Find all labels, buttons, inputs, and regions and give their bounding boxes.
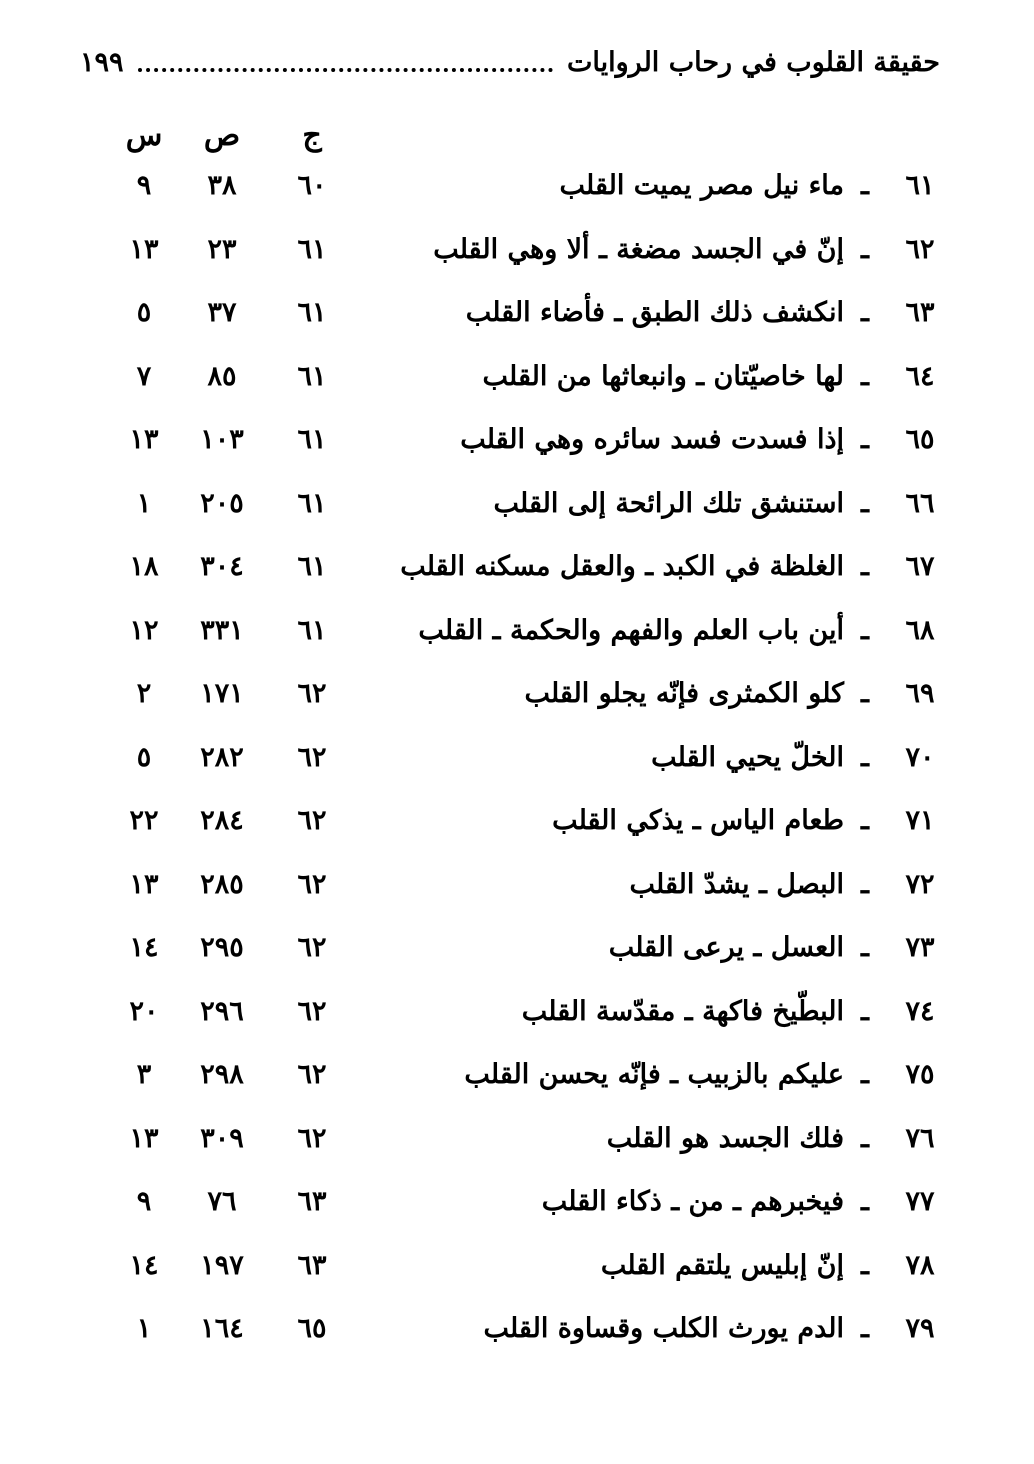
entry-text: البطّيخ فاكهة ـ مقدّسة القلب [521, 995, 844, 1027]
entry-number: ٦٣ [905, 297, 935, 328]
entry-j-value: ٦١ [297, 297, 327, 328]
entry-s-value: ٨٥ [207, 360, 237, 392]
entry-s-value: ٢٣ [207, 233, 237, 265]
entry-dash: ـ [861, 614, 869, 646]
entry-text: كلو الكمثرى فإنّه يجلو القلب [524, 678, 844, 709]
entry-j-value: ٦٢ [297, 932, 327, 963]
entry-x-value: ١ [136, 487, 152, 519]
entry-dash: ـ [861, 868, 869, 900]
entry-text: الغلظة في الكبد ـ والعقل مسكنه القلب [400, 551, 844, 582]
entry-dash: ـ [861, 360, 869, 392]
entry-text: البصل ـ يشدّ القلب [629, 868, 844, 900]
entry-number: ٦٥ [905, 424, 935, 455]
entry-j-value: ٦١ [297, 424, 327, 455]
entry-j-value: ٦١ [297, 487, 327, 519]
entry-x-value: ٩ [136, 1186, 152, 1217]
entry-number: ٧٠ [905, 741, 935, 773]
table-row [0, 1113, 1034, 1173]
entry-j-value: ٦٥ [297, 1313, 327, 1344]
entry-j-value: ٦١ [297, 614, 327, 646]
entry-number: ٧٥ [905, 1059, 935, 1090]
table-row [0, 732, 1034, 792]
dot-leader [138, 64, 553, 72]
table-row [0, 668, 1034, 728]
running-header-title: حقيقة القلوب في رحاب الروايات [566, 46, 940, 78]
entry-x-value: ١٤ [129, 932, 159, 963]
entry-dash: ـ [861, 1059, 869, 1090]
table-row [0, 414, 1034, 474]
entry-x-value: ١٣ [129, 868, 159, 900]
entry-dash: ـ [861, 995, 869, 1027]
entry-text: إذا فسدت فسد سائره وهي القلب [460, 424, 844, 455]
entry-text: إنّ في الجسد مضغة ـ ألا وهي القلب [433, 233, 844, 265]
entry-dash: ـ [861, 741, 869, 773]
entry-j-value: ٦٣ [297, 1249, 327, 1281]
entry-dash: ـ [861, 233, 869, 265]
entry-x-value: ٥ [136, 297, 152, 328]
entry-dash: ـ [861, 1186, 869, 1217]
entry-j-value: ٦٢ [297, 805, 327, 836]
entry-s-value: ٧٦ [207, 1186, 237, 1217]
entry-number: ٦٢ [905, 233, 935, 265]
table-row [0, 922, 1034, 982]
entry-number: ٦٦ [905, 487, 935, 519]
entry-text: فيخبرهم ـ من ـ ذكاء القلب [541, 1186, 844, 1217]
running-header [80, 40, 940, 84]
entry-dash: ـ [861, 678, 869, 709]
entry-s-value: ١٦٤ [200, 1313, 244, 1344]
entry-s-value: ٢٩٨ [200, 1059, 244, 1090]
entry-x-value: ١ [136, 1313, 152, 1344]
entry-number: ٧٤ [905, 995, 935, 1027]
entry-text: فلك الجسد هو القلب [606, 1122, 844, 1154]
entry-number: ٧٣ [905, 932, 935, 963]
entry-number: ٧٩ [905, 1313, 935, 1344]
entry-s-value: ١٩٧ [200, 1249, 244, 1281]
entry-text: ماء نيل مصر يميت القلب [559, 170, 844, 201]
entry-dash: ـ [861, 551, 869, 582]
entry-dash: ـ [861, 1122, 869, 1154]
entry-text: لها خاصيّتان ـ وانبعاثها من القلب [482, 360, 844, 392]
entry-text: الدم يورث الكلب وقساوة القلب [483, 1313, 844, 1344]
entry-s-value: ٢٨٥ [200, 868, 244, 900]
column-header-x: س [125, 118, 163, 153]
entry-s-value: ٣٠٤ [200, 551, 244, 582]
entry-j-value: ٦٢ [297, 995, 327, 1027]
table-row [0, 1176, 1034, 1236]
entry-j-value: ٦٢ [297, 868, 327, 900]
entry-s-value: ٢٩٦ [200, 995, 244, 1027]
entry-s-value: ٢٨٢ [200, 741, 244, 773]
table-row [0, 605, 1034, 665]
entry-text: عليكم بالزبيب ـ فإنّه يحسن القلب [464, 1059, 844, 1090]
entry-text: انكشف ذلك الطبق ـ فأضاء القلب [465, 297, 844, 328]
entry-dash: ـ [861, 1313, 869, 1344]
entry-x-value: ٩ [136, 170, 152, 201]
entry-x-value: ١٢ [129, 614, 159, 646]
entry-number: ٦٧ [905, 551, 935, 582]
entry-x-value: ١٣ [129, 233, 159, 265]
entry-j-value: ٦٢ [297, 1059, 327, 1090]
table-row [0, 541, 1034, 601]
entry-s-value: ١٧١ [200, 678, 244, 709]
entry-number: ٦٨ [905, 614, 935, 646]
entry-dash: ـ [861, 1249, 869, 1281]
entry-number: ٧٨ [905, 1249, 935, 1281]
table-row [0, 160, 1034, 220]
entry-s-value: ١٠٣ [200, 424, 244, 455]
entry-number: ٦٩ [905, 678, 935, 709]
entry-number: ٧١ [905, 805, 935, 836]
entry-j-value: ٦١ [297, 360, 327, 392]
entry-j-value: ٦٠ [297, 170, 327, 201]
entry-number: ٦١ [905, 170, 935, 201]
entry-s-value: ٢٠٥ [200, 487, 244, 519]
entry-j-value: ٦٢ [297, 678, 327, 709]
table-row [0, 287, 1034, 347]
table-row [0, 1303, 1034, 1363]
entry-number: ٧٧ [905, 1186, 935, 1217]
table-row [0, 795, 1034, 855]
entry-text: طعام الياس ـ يذكي القلب [552, 805, 844, 836]
entry-text: العسل ـ يرعى القلب [608, 932, 844, 963]
table-row [0, 478, 1034, 538]
entry-s-value: ٣٠٩ [200, 1122, 244, 1154]
entry-x-value: ٢٠ [129, 995, 159, 1027]
entry-x-value: ١٣ [129, 424, 159, 455]
table-row [0, 1049, 1034, 1109]
entry-x-value: ١٨ [129, 551, 159, 582]
entry-j-value: ٦١ [297, 233, 327, 265]
entry-dash: ـ [861, 424, 869, 455]
entry-s-value: ٣٧ [207, 297, 237, 328]
page-number: ١٩٩ [80, 46, 124, 78]
entry-x-value: ٥ [136, 741, 152, 773]
entry-number: ٧٦ [905, 1122, 935, 1154]
column-header-j: ج [302, 118, 322, 153]
table-row [0, 859, 1034, 919]
entry-number: ٧٢ [905, 868, 935, 900]
entry-dash: ـ [861, 170, 869, 201]
entry-text: إنّ إبليس يلتقم القلب [600, 1249, 844, 1281]
entry-s-value: ٢٨٤ [200, 805, 244, 836]
entry-number: ٦٤ [905, 360, 935, 392]
table-row [0, 1240, 1034, 1300]
entry-x-value: ٧ [136, 360, 152, 392]
table-row [0, 986, 1034, 1046]
entry-x-value: ١٣ [129, 1122, 159, 1154]
entry-s-value: ٢٩٥ [200, 932, 244, 963]
entry-s-value: ٣٨ [207, 170, 237, 201]
entry-x-value: ٢ [136, 678, 152, 709]
table-row [0, 224, 1034, 284]
entry-x-value: ٣ [136, 1059, 152, 1090]
entry-j-value: ٦٣ [297, 1186, 327, 1217]
entry-dash: ـ [861, 297, 869, 328]
entry-j-value: ٦٢ [297, 1122, 327, 1154]
column-header-s: ص [203, 118, 241, 153]
entry-text: الخلّ يحيي القلب [651, 741, 844, 773]
entry-x-value: ٢٢ [129, 805, 159, 836]
entry-j-value: ٦١ [297, 551, 327, 582]
entry-dash: ـ [861, 487, 869, 519]
entry-text: أين باب العلم والفهم والحكمة ـ القلب [418, 614, 844, 646]
entry-x-value: ١٤ [129, 1249, 159, 1281]
entry-s-value: ٣٣١ [200, 614, 244, 646]
entry-text: استنشق تلك الرائحة إلى القلب [493, 487, 844, 519]
entry-j-value: ٦٢ [297, 741, 327, 773]
entry-dash: ـ [861, 932, 869, 963]
table-row [0, 351, 1034, 411]
entry-dash: ـ [861, 805, 869, 836]
